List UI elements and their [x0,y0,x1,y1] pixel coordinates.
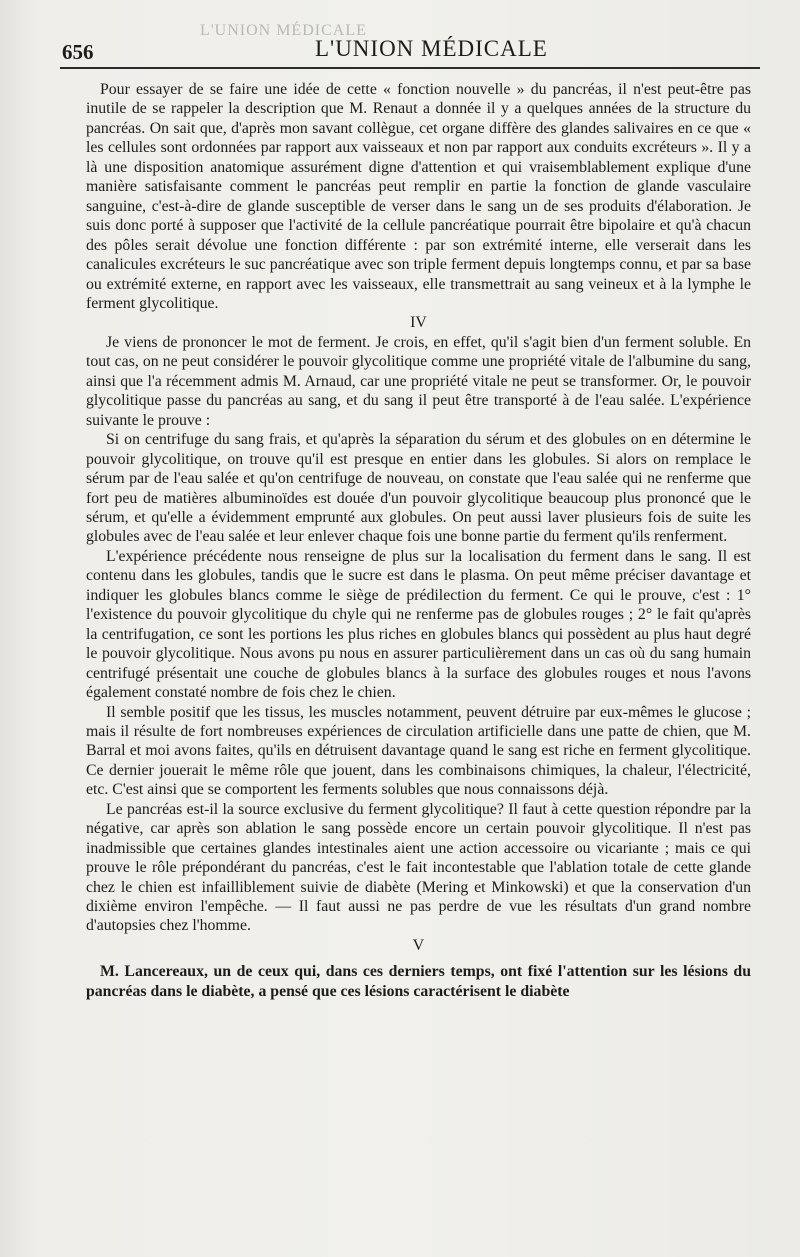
section-heading-iv: IV [410,314,427,332]
paragraph-tissues: Il semble positif que les tissus, les muscles notamment, peuvent détruire par eux-mêmes le glucose ; mais il résulte de fort nombreuses expériences de circulation artificielle dans une patte de chien, que M. Barral et moi avons faites, qu'ils en détruisent davantage quand le sang est riche en ferment glycolitique. Ce dernier jouerait le même rôle que jouent, dans les combinaisons chimiques, la chaleur, l'électricité, etc. C'est ainsi que se comportent les ferments solubles que nous connaissons déjà. [86,703,751,799]
paragraph-centrifuge: Si on centrifuge du sang frais, et qu'après la séparation du sérum et des globules on en détermine le pouvoir glycolitique, on trouve qu'il est presque en entier dans les globules. Si alors on remplace le sérum par de l'eau salée et qu'on centrifuge de nouveau, on constate que l'eau salée qui ne renferme que fort peu de matières albuminoïdes est douée d'un pouvoir glycolitique beaucoup plus prononcé que le sérum, et qu'elle a évidemment emprunté aux globules. On peut aussi laver plusieurs fois de suite les globules avec de l'eau salée et leur enlever chaque fois une bonne partie du ferment qu'ils renferment. [86,431,751,546]
paragraph-source: Le pancréas est-il la source exclusive du ferment glycolitique? Il faut à cette question répondre par la négative, car après son ablation le sang possède encore un certain pouvoir glycolitique. Il n'est pas inadmissible que certaines glandes intestinales aient une action accessoire ou vicariante ; mais ce qui prouve le rôle prépondérant du pancréas, c'est le fait incontestable que l'ablation totale de cette glande chez le chien est infailliblement suivie de diabète (Mering et Minkowski) et que la conservation d'un dixième environ l'empêche. — Il faut aussi ne pas perdre de vue les résultats d'un grand nombre d'autopsies chez l'homme. [86,800,751,935]
paragraph-localisation: L'expérience précédente nous renseigne de plus sur la localisation du ferment dans le sang. Il est contenu dans les globules, tandis que le sucre est dans le plasma. On peut même préciser davantage et indiquer les globules blancs comme le siège de prédilection du ferment. Ce qui le prouve, c'est : 1° l'existence du pouvoir glycolitique du chyle qui ne renferme pas de globules rouges ; 2° le fait qu'après la centrifugation, ce sont les portions les plus riches en globules blancs qui possèdent au plus haut degré le pouvoir glycolitique. Nous avons pu nous en assurer particulièrement dans un cas où du sang humain centrifugé présentait une couche de globules blancs à la surface des globules rouges et nous l'avons également constaté nombre de fois chez le chien. [86,547,751,702]
bleed-through-text: L'UNION MÉDICALE [200,22,367,39]
paragraph-lancereaux: M. Lancereaux, un de ceux qui, dans ces derniers temps, ont fixé l'attention sur les lésions du pancréas dans le diabète, a pensé que ces lésions caractérisent le diabète [86,963,751,1000]
paragraph-pancreas-structure: Pour essayer de se faire une idée de cette « fonction nouvelle » du pancréas, il n'est peut-être pas inutile de se rappeler la description que M. Renaut a donnée il y a quelques années de la structure du pancréas. On sait que, d'après mon savant collègue, cet organe diffère des glandes salivaires en ce que « les cellules sont ordonnées par rapport aux vaisseaux et non par rapport aux conduits excréteurs ». Il y a là une disposition anatomique assurément digne d'attention et qui vraisemblablement explique d'une manière satisfaisante comment le pancréas peut remplir en partie la fonction de glande vasculaire sanguine, c'est-à-dire de glande susceptible de verser dans le sang un de ses produits d'élaboration. Je suis donc porté à supposer que l'activité de la cellule pancréatique pourrait être bipolaire et qu'à chacun des pôles serait dévolue une fonction différente : par son extrémité interne, elle verserait dans les canalicules excréteurs le suc pancréatique avec son triple ferment depuis longtemps connu, et par sa base ou extrémité externe, en rapport avec les vaisseaux, elle transmettrait au sang veineux et à la lymphe le ferment glycolitique. [86,81,751,312]
paragraph-ferment: Je viens de prononcer le mot de ferment. Je crois, en effet, qu'il s'agit bien d'un ferment soluble. En tout cas, on ne peut considérer le pouvoir glycolitique comme une propriété vitale de l'albumine du sang, ainsi que l'a récemment admis M. Arnaud, car une propriété vitale ne peut se transformer. Or, le pouvoir glycolitique passe du pancréas au sang, et du sang il peut être transporté à de l'eau salée. L'expérience suivante le prouve : [86,333,751,429]
article-body [86,80,751,1001]
running-title: L'UNION MÉDICALE [315,36,548,61]
header-rule [60,67,760,69]
page-number: 656 [62,40,94,64]
section-heading-v: V [412,936,425,954]
